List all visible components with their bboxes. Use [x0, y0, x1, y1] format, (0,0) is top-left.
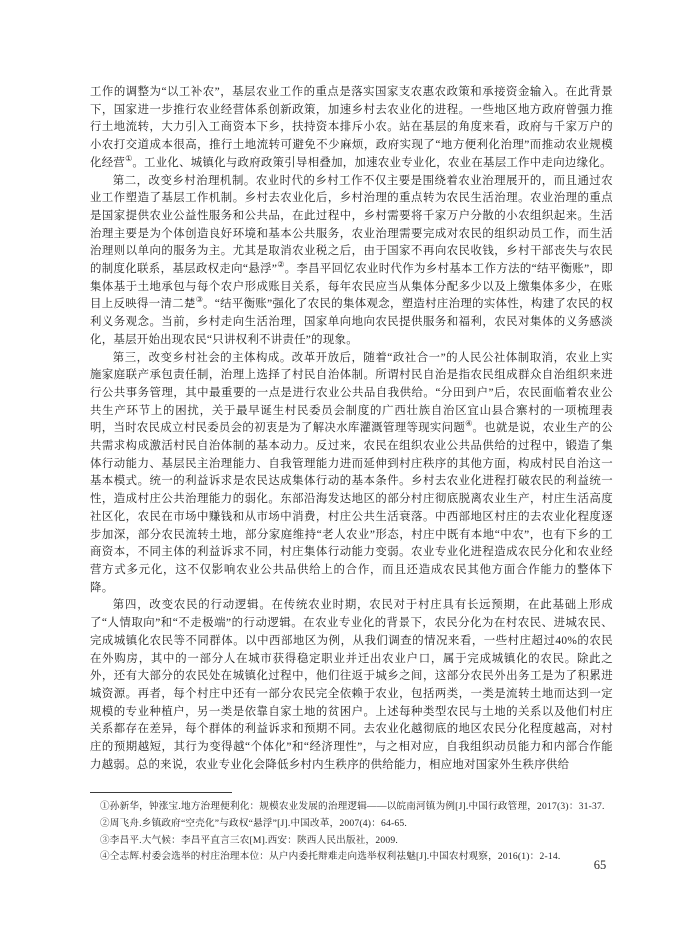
body-paragraph-4: 第四，改变农民的行动逻辑。在传统农业时期，农民对于村庄具有长远预期，在此基础上形成了“人情取向”和“不走极端”的行动逻辑。在农业专业化的背景下，农民分化为在村农民、进城农民、完成城镇化农民等不同群体。以中西部地区为例，从我们调查的情况来看，一些村庄超过40%的农民在外购房，其中的一部分人在城市获得稳定职业并迁出农业户口，属于完成城镇化的农民。除此之外，还有大部分的农民处在城镇化过程中，他们往返于城乡之间，这部分农民外出务工是为了积累进城资源。再者，每个村庄中还有一部分农民完全依赖于农业，包括两类，一类是流转土地而达到一定规模的专业种植户，另一类是依靠自家土地的贫困户。上述每种类型农民与土地的关系以及他们村庄关系都存在差异，每个群体的利益诉求和预期不同。去农业化越彻底的地区农民分化程度越高，对村庄的预期越短，其行为变得越“个体化”和“经济理性”，与之相对应，自我组织动员能力和内部合作能力越弱。总的来说，农业专业化会降低乡村内生秩序的供给能力，相应地对国家外生秩序供给 — [90, 599, 613, 771]
body-paragraph-1: 工作的调整为“以工补农”，基层农业工作的重点是落实国家支农惠农政策和承接资金输入。在此背景下，国家进一步推行农业经营体系创新政策，加速乡村去农业化的进程。一些地区地方政府曾强力推行土地流转，大力引入工商资本下乡，扶持资本排斥小农。站在基层的角度来看，政府与千家万户的小农打交道成本很高，推行土地流转可避免不少麻烦，政府实现了“地方便利化治理”而推动农业规模化经营①。工业化、城镇化与政府政策引导相叠加，加速农业专业化，农业在基层工作中走向边缘化。 — [90, 86, 613, 169]
footnote-2: ②周飞舟.乡镇政府“空壳化”与政权“悬浮”[J].中国改革，2007(4)：64-65. — [100, 817, 407, 829]
body-paragraph-2: 第二，改变乡村治理机制。农业时代的乡村工作不仅主要是围绕着农业治理展开的，而且通过农业工作塑造了基层工作机制。乡村去农业化后，乡村治理的重点转为农民生活治理。农业治理的重点是国家提供农业公益性服务和公共品，在此过程中，乡村需要将千家万户分散的小农组织起来。生活治理主要是为个体创造良好环境和基本公共服务，农业治理需要完成对农民的组织动员工作，而生活治理则以单向的服务为主。尤其是取消农业税之后，由于国家不再向农民收钱，乡村干部丧失与农民的制度化联系，基层政权走向“悬浮”②。李昌平回忆农业时代作为乡村基本工作方法的“结平衡账”，即集体基于土地承包与每个农户形成账目关系，每年农民应当从集体分配多少以及上缴集体多少，在账目上反映得一清二楚③。“结平衡账”强化了农民的集体观念，塑造村庄治理的实体性，构建了农民的权利义务观念。当前，乡村走向生活治理，国家单向地向农民提供服务和福利，农民对集体的义务感淡化，基层开始出现农民“只讲权利不讲责任”的现象。 — [90, 174, 613, 346]
page-number: 65 — [593, 858, 607, 872]
footnote-4: ④仝志辉.村委会选举的村庄治理本位：从户内委托辩难走向选举权利祛魅[J].中国农村观察，2016(1)：2-14. — [100, 851, 561, 863]
footnote-separator-rule — [90, 792, 232, 793]
article-body — [90, 84, 613, 792]
footnote-area — [90, 792, 613, 866]
body-paragraph-3: 第三，改变乡村社会的主体构成。改革开放后，随着“政社合一”的人民公社体制取消，农业上实施家庭联产承包责任制，治理上选择了村民自治体制。所谓村民自治是指农民组成群众自治组织来进行公共事务管理，其中最重要的一点是进行农业公共品自我供给。“分田到户”后，农民面临着农业公共生产环节上的困扰，关于最早诞生村民委员会制度的广西壮族自治区宜山县合寨村的一项梳理表明，当时农民成立村民委员会的初衷是为了解决水库灌溉管理等现实问题④。也就是说，农业生产的公共需求构成激活村民自治体制的基本动力。反过来，农民在组织农业公共品供给的过程中，锻造了集体行动能力、基层民主治理能力、自我管理能力进而延伸到村庄秩序的其他方面，构成村民自治这一基本模式。统一的利益诉求是农民达成集体行动的基本条件。乡村去农业化进程打破农民的利益统一性，造成村庄公共治理能力的弱化。东部沿海发达地区的部分村庄彻底脱离农业生产，村庄生活高度社区化，农民在市场中赚钱和从市场中消费，村庄公共生活衰落。中西部地区村庄的去农业化程度逐步加深，部分农民流转土地，部分家庭维持“老人农业”形态，村庄中既有本地“中农”，也有下乡的工商资本，不同主体的利益诉求不同，村庄集体行动能力变弱。农业专业化进程造成农民分化和农业经营方式多元化，这不仅影响农业公共品供给上的合作，而且还造成农民其他方面合作能力的整体下降。 — [90, 351, 613, 594]
footnote-1: ①孙新华，钟涨宝.地方治理便利化：规模农业发展的治理逻辑——以皖南河镇为例[J].中国行政管理，2017(3)：31-37. — [100, 801, 605, 812]
footnote-3: ③李昌平.大气候：李昌平直言三农[M].西安：陕西人民出版社，2009. — [100, 834, 398, 846]
